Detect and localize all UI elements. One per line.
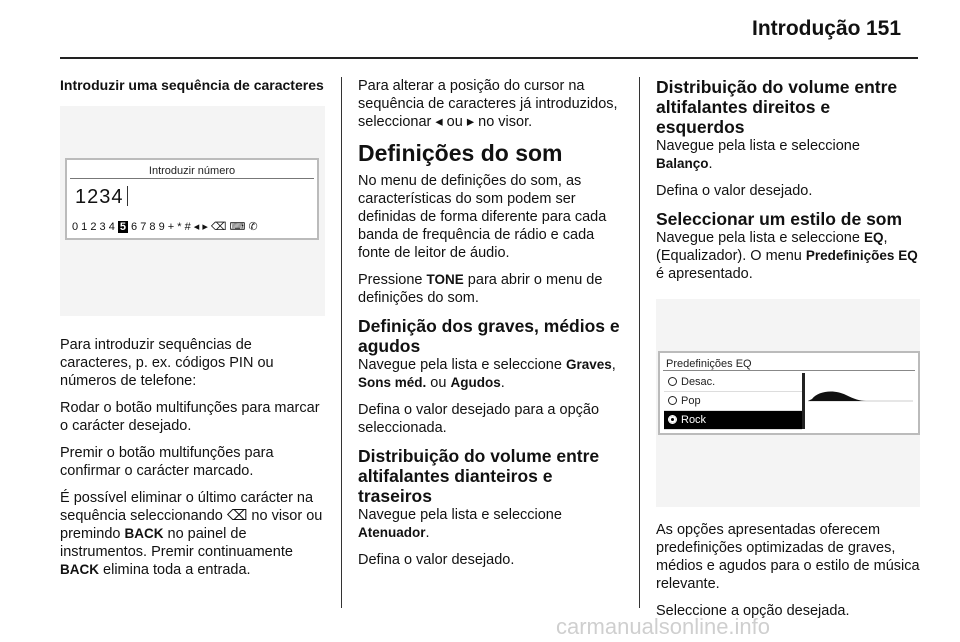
text: Navegue pela lista e seleccione [656, 230, 864, 246]
tone-key-label: TONE [426, 272, 464, 287]
paragraph: Rodar o botão multifunções para marcar o carácter desejado. [60, 400, 320, 434]
text: é apresentado. [656, 266, 753, 282]
chars-before: 0 1 2 3 4 [72, 221, 118, 233]
radio-selected-icon [668, 415, 677, 424]
text: Navegue pela lista e seleccione [358, 357, 566, 373]
screen-title: Introduzir número [148, 165, 236, 177]
text: Navegue pela lista e seleccione [656, 138, 860, 154]
figure-eq-presets [656, 299, 920, 507]
header-divider [60, 57, 918, 59]
text: É possível eliminar o último carácter na sequência seleccionando [60, 490, 314, 524]
page-number: 151 [866, 17, 902, 40]
menu-option-eq: EQ [863, 230, 884, 245]
heading-sound-settings: Definições do som [358, 140, 563, 166]
section-title: Introdução [752, 17, 861, 40]
paragraph-cursor: Para alterar a posição do cursor na sequência de caracteres já introduzidos, seleccionar ◂ ou ▸ no visor. [358, 78, 618, 130]
menu-option-treble: Agudos [450, 375, 501, 390]
character-selector [72, 218, 258, 236]
back-key-label: BACK [124, 526, 164, 541]
heading-bass-mid-treble: Definição dos graves, médios e agudos [358, 316, 620, 356]
heading-balance: Distribuição do volume entre altifalantes direitos e esquerdos [656, 77, 898, 137]
text: Navegue pela lista e seleccione [358, 507, 562, 523]
chars-after: 6 7 8 9 + * # ◂ ▸ ⌫ ⌨ ✆ [128, 221, 258, 233]
eq-option-rock[interactable] [664, 411, 802, 430]
paragraph: Para introduzir sequências de caracteres, p. ex. códigos PIN ou números de telefone: [60, 337, 274, 389]
column-3 [656, 77, 920, 629]
screen-divider [70, 178, 314, 179]
eq-preset-list [664, 373, 802, 430]
entered-digits [75, 186, 128, 206]
text: . [425, 525, 430, 541]
paragraph-fader [358, 506, 624, 542]
menu-option-fader: Atenuador [358, 525, 426, 540]
selected-char: 5 [119, 221, 126, 233]
text: no visor ou premindo [60, 508, 323, 542]
figure-enter-number [60, 106, 325, 316]
heading-enter-sequence: Introduzir uma sequência de caracteres [60, 77, 324, 93]
option-label: Pop [681, 395, 701, 407]
backspace-icon: ⌫ [226, 508, 248, 524]
paragraph: No menu de definições do som, as características do som podem ser definidas de forma diferente para cada banda de frequência de rádio e cada fonte de leitor de áudio. [358, 173, 607, 261]
paragraph: Defina o valor desejado para a opção seleccionada. [358, 402, 600, 436]
option-label: Desac. [681, 376, 716, 388]
menu-option-balance: Balanço [656, 156, 709, 171]
text: , [611, 357, 616, 373]
paragraph-eq [656, 229, 920, 283]
eq-option-pop[interactable] [664, 392, 802, 411]
paragraph: Defina o valor desejado. [656, 183, 813, 199]
back-key-label: BACK [60, 562, 99, 577]
text: no painel de instrumentos. Premir continuamente [60, 526, 293, 560]
column-divider-2 [639, 77, 640, 608]
column-2 [358, 77, 624, 578]
paragraph: Seleccione a opção desejada. [656, 603, 850, 619]
eq-presets-screen [658, 351, 920, 435]
scrollbar[interactable] [802, 373, 805, 429]
text: ou [426, 375, 451, 391]
eq-option-off[interactable] [664, 373, 802, 392]
paragraph: Premir o botão multifunções para confirmar o carácter marcado. [60, 445, 274, 479]
text-cursor [127, 186, 128, 206]
column-divider-1 [341, 77, 342, 608]
menu-option-mid: Sons méd. [358, 375, 427, 390]
text: . [500, 375, 505, 391]
paragraph-balance [656, 137, 920, 173]
text: elimina toda a entrada. [99, 562, 251, 578]
paragraph-tone [358, 271, 624, 307]
menu-option-bass: Graves [565, 357, 612, 372]
text: . [708, 156, 713, 172]
radio-icon [668, 396, 677, 405]
number-entry-screen [65, 158, 319, 240]
watermark: carmanualsonline.info [556, 614, 771, 639]
paragraph-delete [60, 489, 325, 579]
text: para abrir o menu de definições do som. [358, 272, 603, 306]
option-label: Rock [681, 414, 707, 426]
paragraph: As opções apresentadas oferecem predefinições optimizadas de graves, médios e agudos para o estilo de música relevante. [656, 522, 920, 592]
text: Pressione [358, 272, 427, 288]
page-header [0, 0, 960, 60]
screen-title: Predefinições EQ [666, 358, 752, 370]
paragraph-bass [358, 356, 624, 392]
menu-name-eq-presets: Predefinições EQ [805, 248, 918, 263]
radio-icon [668, 377, 677, 386]
eq-curve-graphic [808, 373, 913, 429]
paragraph: Defina o valor desejado. [358, 552, 515, 568]
digits-text: 1234 [75, 186, 124, 208]
heading-sound-style: Seleccionar um estilo de som [656, 209, 903, 229]
text: , (Equalizador). O menu [656, 230, 888, 264]
screen-divider [663, 370, 915, 371]
column-1 [60, 77, 325, 588]
heading-fader: Distribuição do volume entre altifalantes dianteiros e traseiros [358, 446, 600, 506]
